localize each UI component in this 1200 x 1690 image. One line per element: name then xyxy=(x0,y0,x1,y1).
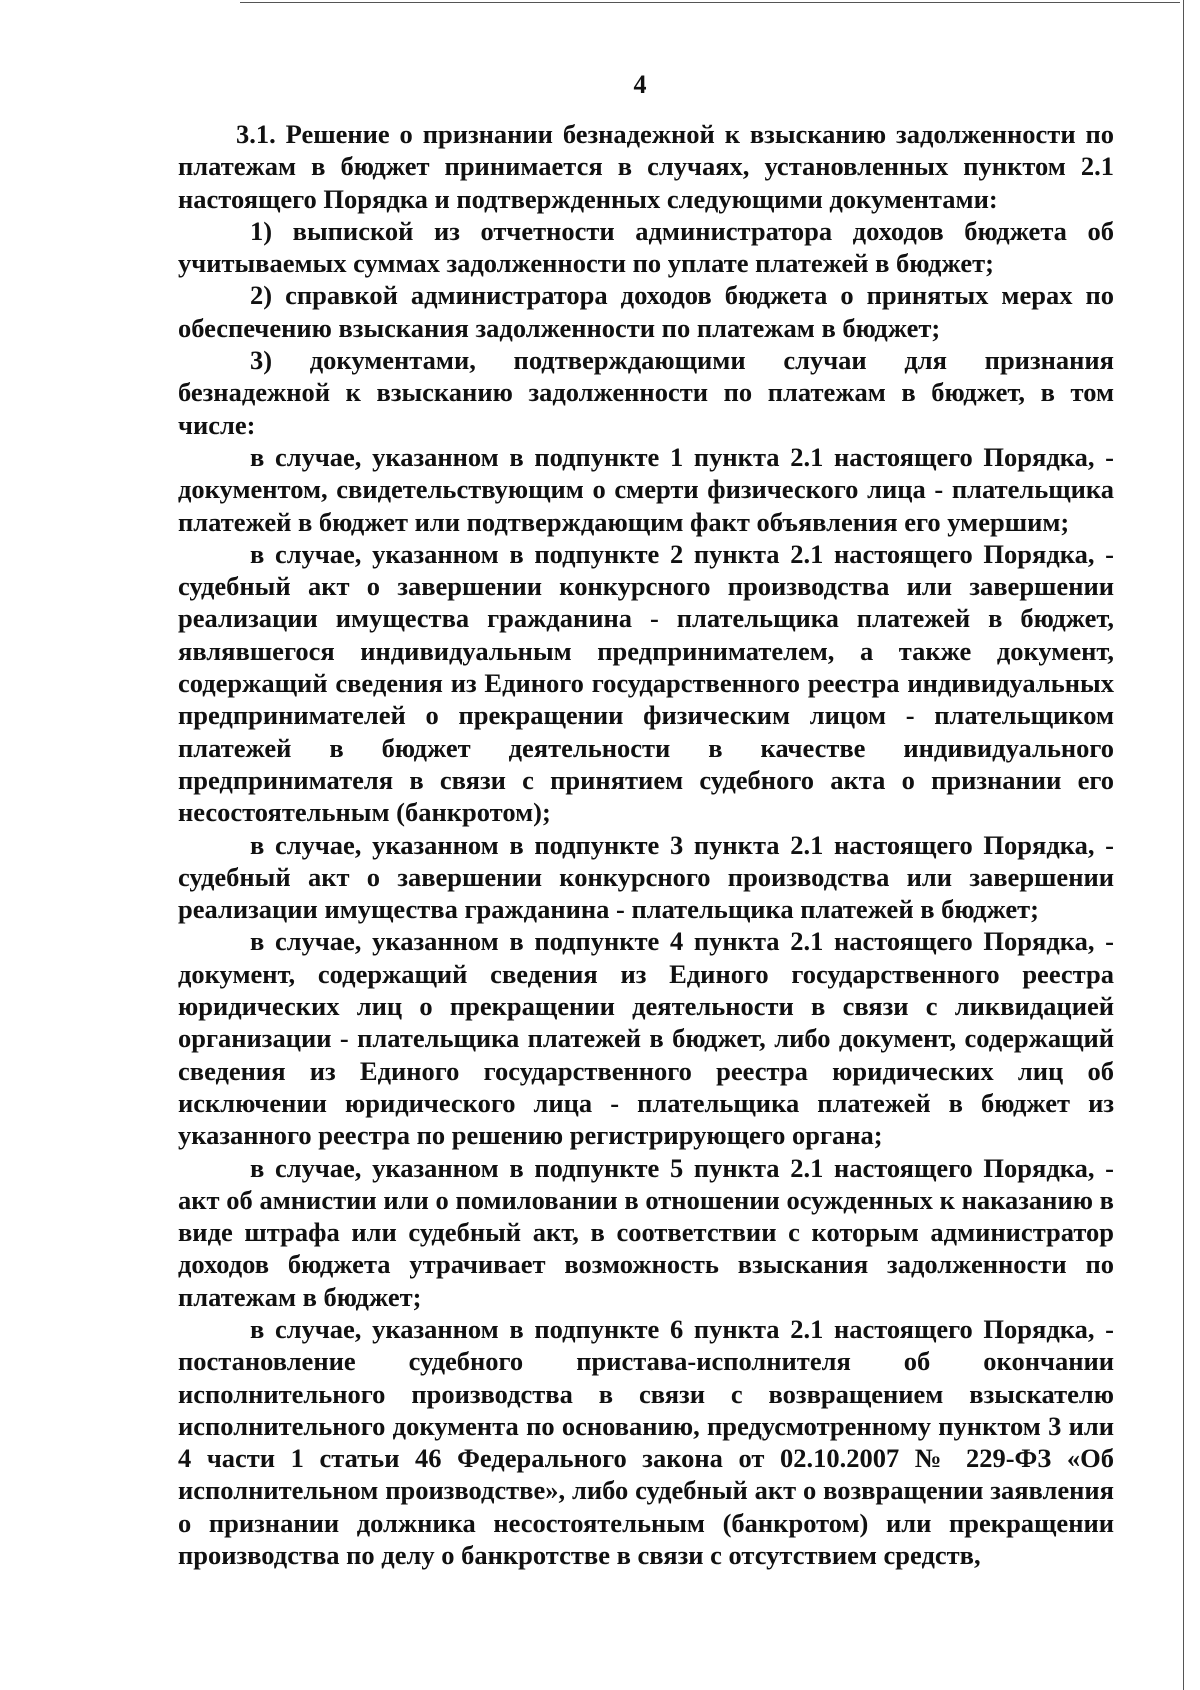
paragraph-case-2: в случае, указанном в подпункте 2 пункта 2.1 настоящего Порядка, - судебный акт о завершении конкурсного производства или завершении реализации имущества гражданина - плательщика платежей в бюджет, являвшегося индивидуальным предпринимателем, а также документ, содержащий сведения из Единого государственного реестра индивидуальных предпринимателей о прекращении физическим лицом - плательщиком платежей в бюджет деятельности в качестве индивидуального предпринимателя в связи с принятием судебного акта о признании его несостоятельным (банкротом); xyxy=(178,538,1114,828)
paragraph-case-1: в случае, указанном в подпункте 1 пункта 2.1 настоящего Порядка, - документом, свидетельствующим о смерти физического лица - плательщика платежей в бюджет или подтверждающим факт объявления его умершим; xyxy=(178,441,1114,537)
paragraph-case-6: в случае, указанном в подпункте 6 пункта 2.1 настоящего Порядка, - постановление судебного пристава-исполнителя об окончании исполнительного производства в связи с возвращением взыскателю исполнительного документа по основанию, предусмотренному пунктом 3 или 4 части 1 статьи 46 Федерального закона от 02.10.2007 № 229-ФЗ «Об исполнительном производстве», либо судебный акт о возвращении заявления о признании должника несостоятельным (банкротом) или прекращении производства по делу о банкротстве в связи с отсутствием средств, xyxy=(178,1313,1114,1571)
paragraph-item-2: 2) справкой администратора доходов бюджета о принятых мерах по обеспечению взыскания задолженности по платежам в бюджет; xyxy=(178,280,1114,343)
scan-edge-top xyxy=(240,2,1180,3)
paragraph-item-3: 3) документами, подтверждающими случаи для признания безнадежной к взысканию задолженности по платежам в бюджет, в том числе: xyxy=(178,345,1114,440)
paragraph-item-1: 1) выпиской из отчетности администратора доходов бюджета об учитываемых суммах задолженности по уплате платежей в бюджет; xyxy=(178,215,1114,279)
paragraph-case-5: в случае, указанном в подпункте 5 пункта 2.1 настоящего Порядка, - акт об амнистии или о помиловании в отношении осужденных к наказанию в виде штрафа или судебный акт, в соответствии с которым администратор доходов бюджета утрачивает возможность взыскания задолженности по платежам в бюджет; xyxy=(178,1152,1114,1312)
scan-edge-right xyxy=(1183,0,1184,1690)
paragraph-case-3: в случае, указанном в подпункте 3 пункта 2.1 настоящего Порядка, - судебный акт о завершении конкурсного производства или завершении реализации имущества гражданина - плательщика платежей в бюджет; xyxy=(178,829,1114,925)
paragraph-case-4: в случае, указанном в подпункте 4 пункта 2.1 настоящего Порядка, - документ, содержащий сведения из Единого государственного реестра юридических лиц о прекращении деятельности в связи с ликвидацией организации - плательщика платежей в бюджет, либо документ, содержащий сведения из Единого государственного реестра юридических лиц об исключении юридического лица - плательщика платежей в бюджет из указанного реестра по решению регистрирующего органа; xyxy=(178,926,1114,1151)
paragraph-3-1: 3.1. Решение о признании безнадежной к взысканию задолженности по платежам в бюджет принимается в случаях, установленных пунктом 2.1 настоящего Порядка и подтвержденных следующими документами: xyxy=(178,119,1114,214)
document-body xyxy=(178,118,1114,1571)
page-number: 4 xyxy=(633,70,647,99)
